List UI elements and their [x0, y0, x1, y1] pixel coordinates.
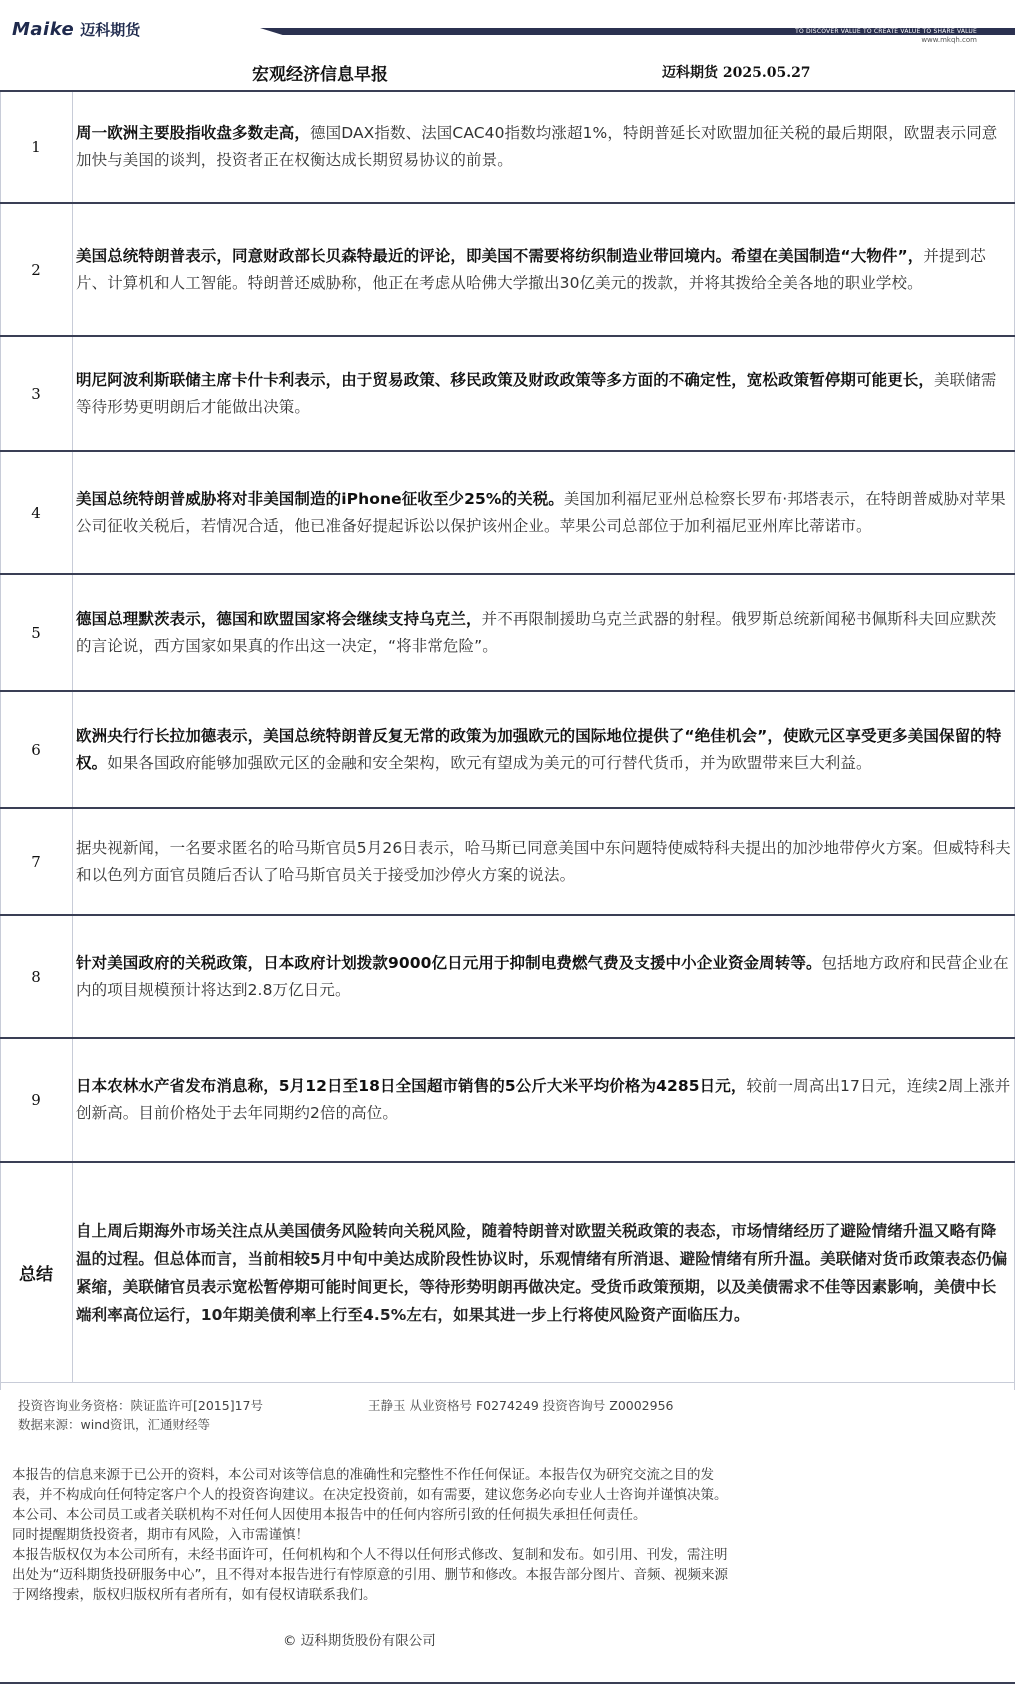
row-number: 4	[0, 452, 73, 573]
table-row	[0, 914, 1015, 1037]
page-title: 宏观经济信息早报	[252, 65, 388, 85]
analyst-info	[18, 1396, 674, 1434]
row-body: 据央视新闻，一名要求匿名的哈马斯官员5月26日表示，哈马斯已同意美国中东问题特使威特科夫提出的加沙地带停火方案。但威特科夫和以色列方面官员随后否认了哈马斯官员关于接受加沙停火方案的说法。	[76, 838, 1011, 884]
table-row	[0, 450, 1015, 573]
logo-chinese-name: 迈科期货	[80, 20, 141, 39]
row-body: 并提到芯片、计算机和人工智能。特朗普还威胁称，他正在考虑从哈佛大学撤出30亿美元的拨款，并将其拨给全美各地的职业学校。	[76, 246, 986, 292]
row-number: 7	[0, 809, 73, 914]
title-bar	[0, 53, 1015, 89]
header-url: www.mkqh.com	[921, 36, 977, 44]
row-number: 6	[0, 692, 73, 807]
row-content	[76, 575, 1011, 690]
table-row	[0, 202, 1015, 335]
table-row	[0, 335, 1015, 450]
table-row	[0, 1037, 1015, 1161]
row-headline: 德国总理默茨表示，德国和欧盟国家将会继续支持乌克兰，	[76, 609, 482, 628]
disclaimer	[12, 1465, 740, 1605]
row-body: 如果各国政府能够加强欧元区的金融和安全架构，欧元有望成为美元的可行替代货币，并为欧盟带来巨大利益。	[107, 753, 872, 772]
row-content	[76, 452, 1011, 573]
summary-row	[0, 1161, 1015, 1382]
report-header	[0, 0, 1015, 50]
row-content	[76, 809, 1011, 914]
row-body: 美联储需等待形势更明朗后才能做出决策。	[76, 370, 997, 416]
table-bottom-border	[0, 1382, 1015, 1383]
row-number: 5	[0, 575, 73, 690]
logo-wordmark: Maike	[12, 18, 75, 40]
row-content	[76, 204, 1011, 335]
row-headline: 明尼阿波利斯联储主席卡什卡利表示，由于贸易政策、移民政策及财政政策等多方面的不确定性，宽松政策暂停期可能更长，	[76, 370, 935, 389]
risk-warning: 同时提醒期货投资者，期市有风险，入市需谨慎！	[12, 1527, 309, 1543]
summary-text: 自上周后期海外市场关注点从美国债务风险转向关税风险，随着特朗普对欧盟关税政策的表态，市场情绪经历了避险情绪升温又略有降温的过程。但总体而言，当前相较5月中旬中美达成阶段性协议时，乐观情绪有所消退、避险情绪有所升温。美联储对货币政策表态仍偏紧缩，美联储官员表示宽松暂停期可能时间更长，等待形势明朗再做决定。受货币政策预期，以及美债需求不佳等因素影响，美债中长端利率高位运行，10年期美债利率上行至4.5%左右，如果其进一步上行将使风险资产面临压力。	[76, 1221, 1008, 1324]
row-number: 1	[0, 92, 73, 202]
row-content	[76, 916, 1011, 1037]
row-headline: 美国总统特朗普表示，同意财政部长贝森特最近的评论，即美国不需要将纺织制造业带回境内。希望在美国制造“大物件”，	[76, 246, 924, 265]
row-body: 较前一周高出17日元，连续2周上涨并创新高。目前价格处于去年同期约2倍的高位。	[76, 1077, 1011, 1122]
copyright-notice: 本报告版权仅为本公司所有，未经书面许可，任何机构和个人不得以任何形式修改、复制和发布。如引用、刊发，需注明出处为“迈科期货投研服务中心”，且不得对本报告进行有悖原意的引用、删节和修改。本报告部分图片、音频、视频来源于网络搜索，版权归版权所有者所有，如有侵权请联系我们。	[12, 1547, 728, 1603]
row-headline: 周一欧洲主要股指收盘多数走高，	[76, 124, 311, 142]
table-row	[0, 690, 1015, 807]
row-content	[76, 92, 1011, 202]
row-body: 并不再限制援助乌克兰武器的射程。俄罗斯总统新闻秘书佩斯科夫回应默茨的言论说，西方国家如果真的作出这一决定，“将非常危险”。	[76, 609, 997, 655]
table-row	[0, 807, 1015, 914]
row-headline: 欧洲央行行长拉加德表示，美国总统特朗普反复无常的政策为加强欧元的国际地位提供了“绝佳机会”，使欧元区享受更多美国保留的特权。	[76, 726, 1002, 772]
row-body: 美国加利福尼亚州总检察长罗布·邦塔表示，在特朗普威胁对苹果公司征收关税后，若情况合适，他已准备好提起诉讼以保护该州企业。苹果公司总部位于加利福尼亚州库比蒂诺市。	[76, 489, 1006, 535]
row-content	[76, 1039, 1011, 1161]
analyst-text: 王静玉 从业资格号 F0274249 投资咨询号 Z0002956	[368, 1398, 674, 1413]
brand-date: 迈科期货 2025.05.27	[662, 65, 811, 81]
row-headline: 美国总统特朗普威胁将对非美国制造的iPhone征收至少25%的关税。	[76, 489, 564, 508]
table-row	[0, 90, 1015, 202]
company-logo	[12, 18, 140, 40]
row-number: 3	[0, 337, 73, 450]
summary-label: 总结	[0, 1163, 73, 1382]
disclaimer-paragraph: 本报告的信息来源于已公开的资料，本公司对该等信息的准确性和完整性不作任何保证。本报告仅为研究交流之目的发表，并不构成向任何特定客户个人的投资咨询建议。在决定投资前，如有需要，建议您务必向专业人士咨询并谨慎决策。本公司、本公司员工或者关联机构不对任何人因使用本报告中的任何内容所引致的任何损失承担任何责任。	[12, 1467, 728, 1523]
table-row	[0, 573, 1015, 690]
row-body: 包括地方政府和民营企业在内的项目规模预计将达到2.8万亿日元。	[76, 953, 1009, 999]
row-number: 2	[0, 204, 73, 335]
header-tagline: TO DISCOVER VALUE TO CREATE VALUE TO SHARE VALUE	[795, 28, 977, 35]
row-headline: 日本农林水产省发布消息称，5月12日至18日全国超市销售的5公斤大米平均价格为4285日元，	[76, 1077, 747, 1095]
data-source: 数据来源：wind资讯，汇通财经等	[18, 1417, 211, 1432]
copyright-line: © 迈科期货股份有限公司	[283, 1633, 436, 1649]
row-content	[76, 692, 1011, 807]
row-content	[76, 337, 1011, 450]
row-body: 德国DAX指数、法国CAC40指数均涨超1%，特朗普延长对欧盟加征关税的最后期限，欧盟表示同意加快与美国的谈判，投资者正在权衡达成长期贸易协议的前景。	[76, 124, 998, 169]
license-text: 投资咨询业务资格：陕证监许可[2015]17号	[18, 1398, 263, 1413]
summary-content	[76, 1163, 1011, 1382]
row-number: 9	[0, 1039, 73, 1161]
page-bottom-rule	[0, 1682, 1015, 1684]
row-number: 8	[0, 916, 73, 1037]
row-headline: 针对美国政府的关税政策，日本政府计划拨款9000亿日元用于抑制电费燃气费及支援中小企业资金周转等。	[76, 953, 822, 972]
